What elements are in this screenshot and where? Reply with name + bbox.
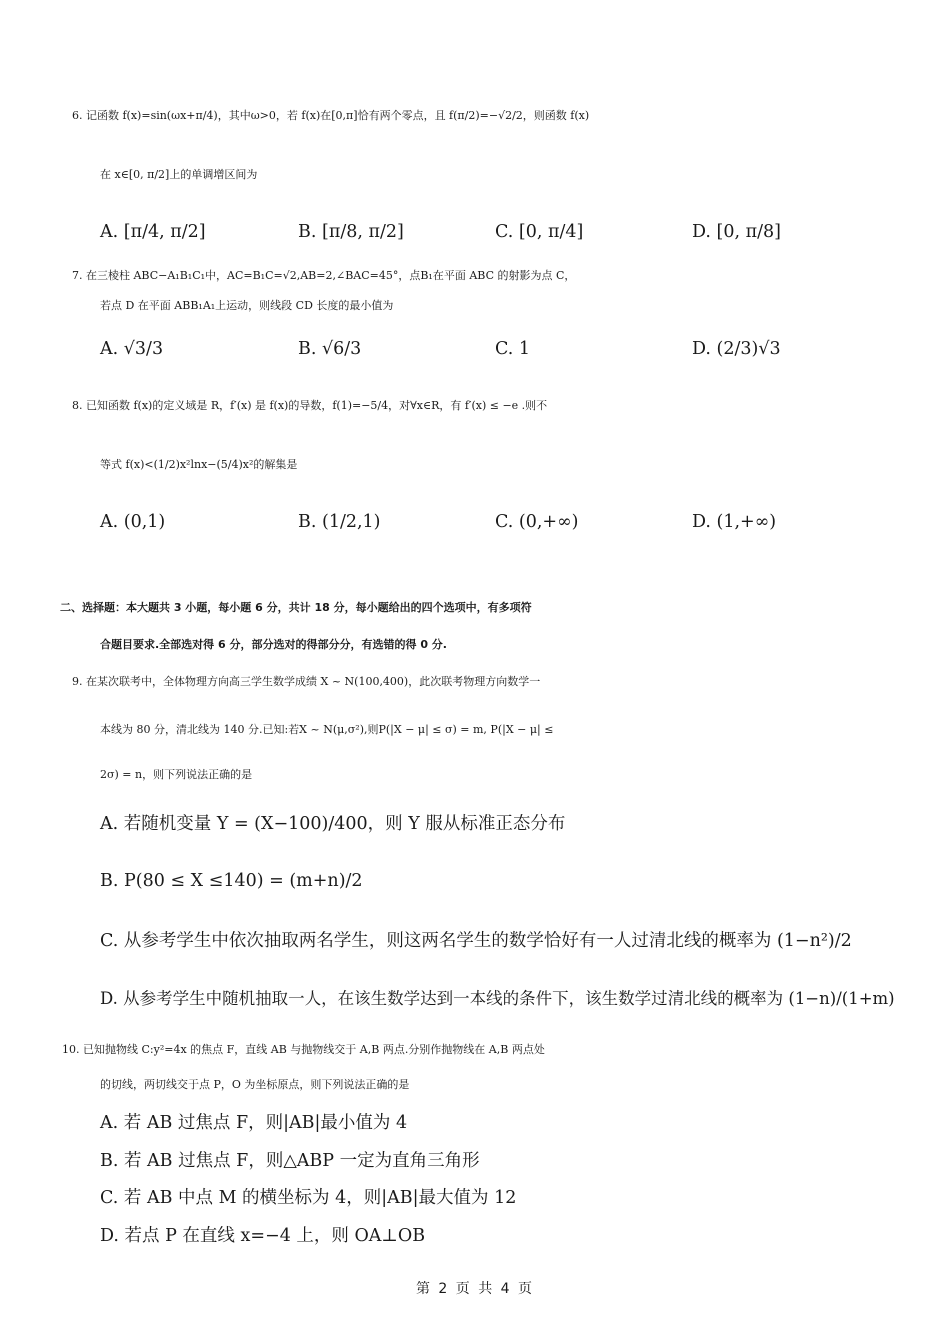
q9-option-c: C. 从参考学生中依次抽取两名学生，则这两名学生的数学恰好有一人过清北线的概率为 (1−n²)/2 [100,931,852,951]
q6-stem-line-2: 在 x∈[0, π/2]上的单调增区间为 [100,168,258,181]
q7-stem-line-1: 7. 在三棱柱 ABC−A₁B₁C₁中，AC=B₁C=√2,AB=2,∠BAC=45°，点B₁在平面 ABC 的射影为点 C， [72,269,576,282]
q9-option-d: D. 从参考学生中随机抽取一人，在该生数学达到一本线的条件下，该生数学过清北线的概率为 (1−n)/(1+m) [100,989,895,1008]
q10-option-a: A. 若 AB 过焦点 F，则|AB|最小值为 4 [100,1113,408,1133]
q7-stem-line-2: 若点 D 在平面 ABB₁A₁上运动，则线段 CD 长度的最小值为 [100,299,394,312]
q7-option-a: A. √3/3 [100,339,164,359]
q6-option-a: A. [π/4, π/2] [100,222,206,242]
q8-option-a: A. (0,1) [100,512,166,532]
q7-option-c: C. 1 [495,339,531,359]
q8-option-c: C. (0,+∞) [495,512,579,532]
page-footer: 第 2 页 共 4 页 [415,1281,535,1297]
q8-stem-line-2: 等式 f(x)<(1/2)x²lnx−(5/4)x²的解集是 [100,458,298,471]
q7-option-b: B. √6/3 [298,339,362,359]
section-2-heading-line-2: 合题目要求.全部选对得 6 分，部分选对的得部分分，有选错的得 0 分. [100,638,447,651]
q6-option-d: D. [0, π/8] [692,222,781,242]
q7-option-d: D. (2/3)√3 [692,339,781,359]
q10-option-c: C. 若 AB 中点 M 的横坐标为 4，则|AB|最大值为 12 [100,1188,517,1208]
q6-option-c: C. [0, π/4] [495,222,584,242]
q9-option-a: A. 若随机变量 Y = (X−100)/400，则 Y 服从标准正态分布 [100,814,566,834]
q8-option-b: B. (1/2,1) [298,512,381,532]
q10-stem-line-2: 的切线，两切线交于点 P，O 为坐标原点，则下列说法正确的是 [100,1078,410,1091]
q8-option-d: D. (1,+∞) [692,512,777,532]
q9-option-b: B. P(80 ≤ X ≤140) = (m+n)/2 [100,871,363,891]
q8-stem-line-1: 8. 已知函数 f(x)的定义域是 R，f′(x) 是 f(x)的导数，f(1)=−5/4，对∀x∈R，有 f′(x) ≤ −e .则不 [72,399,548,412]
q6-option-b: B. [π/8, π/2] [298,222,404,242]
q9-stem-line-1: 9. 在某次联考中，全体物理方向高三学生数学成绩 X ~ N(100,400)，此次联考物理方向数学一 [72,675,541,688]
q10-stem-line-1: 10. 已知抛物线 C:y²=4x 的焦点 F，直线 AB 与抛物线交于 A,B 两点.分别作抛物线在 A,B 两点处 [62,1043,545,1056]
q10-option-d: D. 若点 P 在直线 x=−4 上，则 OA⊥OB [100,1226,426,1246]
q10-option-b: B. 若 AB 过焦点 F，则△ABP 一定为直角三角形 [100,1151,480,1171]
q9-stem-line-2: 本线为 80 分，清北线为 140 分.已知:若X ~ N(μ,σ²),则P(|X − μ| ≤ σ) = m, P(|X − μ| ≤ [100,723,554,736]
section-2-heading-line-1: 二、选择题：本大题共 3 小题，每小题 6 分，共计 18 分，每小题给出的四个选项中，有多项符 [60,601,532,614]
q9-stem-line-3: 2σ) = n，则下列说法正确的是 [100,768,253,781]
q6-stem-line-1: 6. 记函数 f(x)=sin(ωx+π/4)，其中ω>0，若 f(x)在[0,π]恰有两个零点，且 f(π/2)=−√2/2，则函数 f(x) [72,109,590,122]
